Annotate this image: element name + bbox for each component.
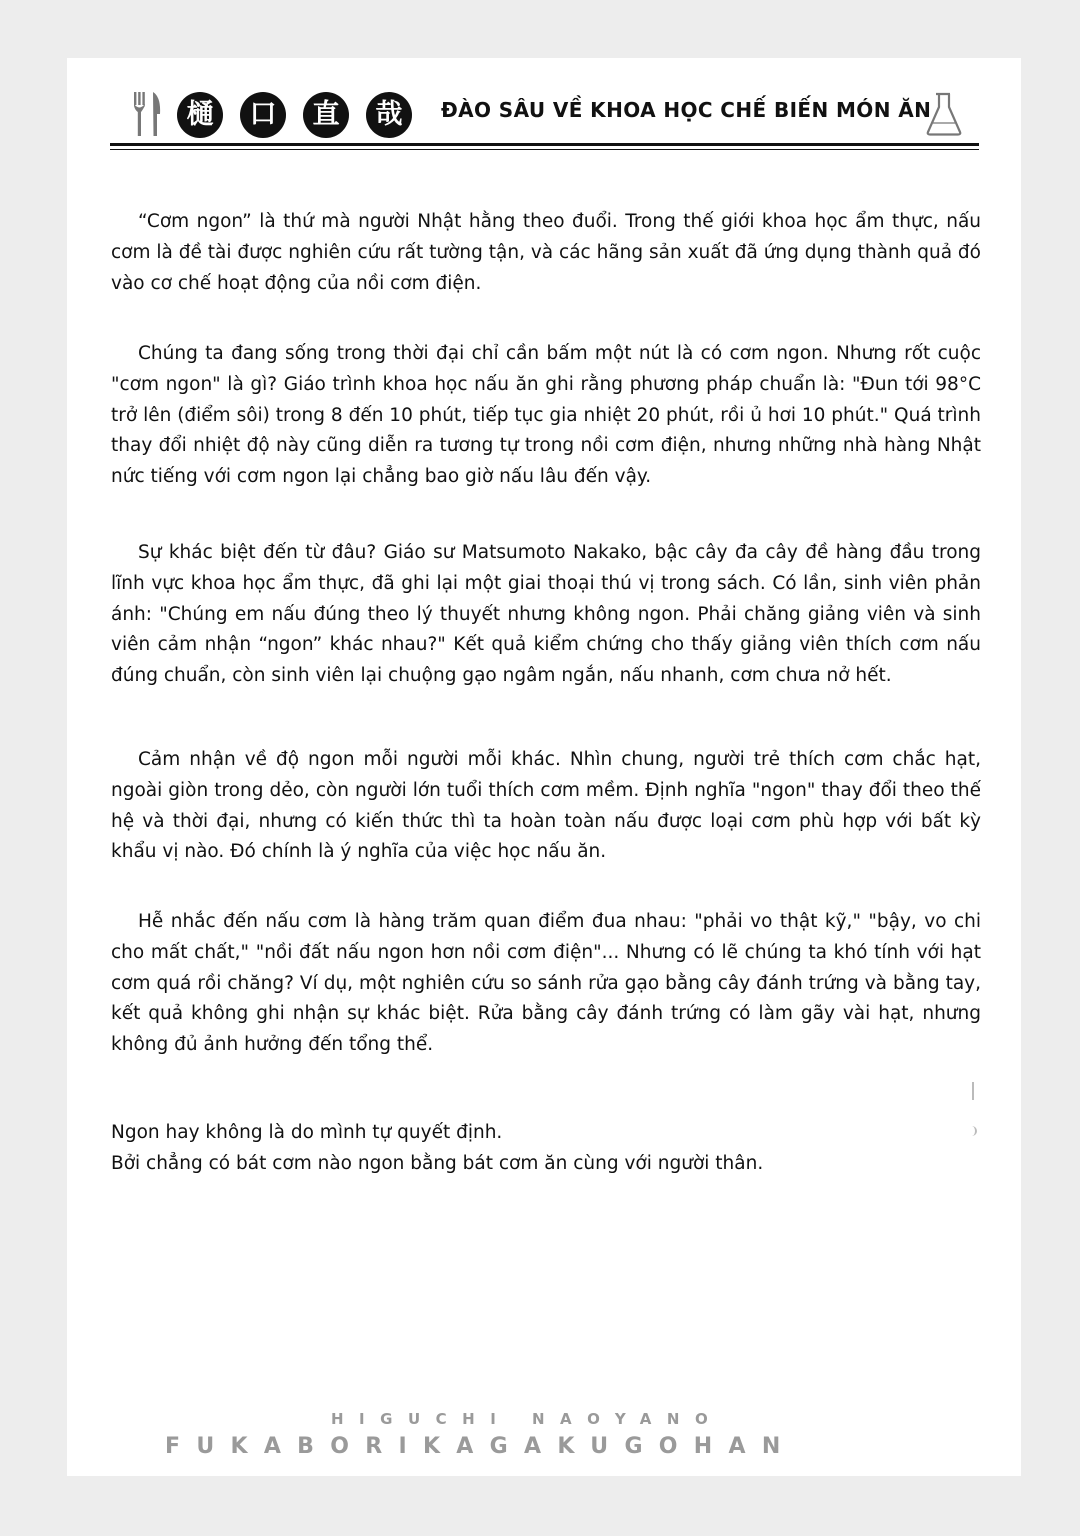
book-page <box>67 58 1021 1476</box>
footer-series-romaji: FUKABORIKAGAKUGOHAN <box>165 1434 797 1459</box>
series-title: ĐÀO SÂU VỀ KHOA HỌC CHẾ BIẾN MÓN ĂN <box>441 98 932 122</box>
author-kanji-badge-4: 哉 <box>366 92 412 138</box>
paragraph-5: Hễ nhắc đến nấu cơm là hàng trăm quan điểm đua nhau: "phải vo thật kỹ," "bậy, vo chi cho mất chất," "nồi đất nấu ngon hơn nồi cơm điện"... Nhưng có lẽ chúng ta khó tính với hạt cơm quá rồi chăng? Ví dụ, một nghiên cứu so sánh rửa gạo bằng cây đánh trứng và bằng tay, kết quả không ghi nhận sự khác biệt. Rửa bằng cây đánh trứng có làm gãy vài hạt, nhưng không đủ ảnh hưởng đến tổng thể. <box>111 911 981 1056</box>
author-kanji-badge-3: 直 <box>303 92 349 138</box>
closing-line-1: Ngon hay không là do mình tự quyết định. <box>111 1122 503 1143</box>
closing-line-2: Bởi chẳng có bát cơm nào ngon bằng bát cơm ăn cùng với người thân. <box>111 1152 764 1174</box>
paragraph-4: Cảm nhận về độ ngon mỗi người mỗi khác. Nhìn chung, người trẻ thích cơm chắc hạt, ngoài giòn trong dẻo, còn người lớn tuổi thích cơm mềm. Định nghĩa "ngon" thay đổi theo thế hệ và thời đại, nhưng có kiến thức thì ta hoàn toàn nấu được loại cơm phù hợp với bất kỳ khẩu vị nào. Đó chính là ý nghĩa của việc học nấu ăn. <box>111 749 981 863</box>
flask-icon <box>925 92 963 136</box>
header-rule-thick <box>110 143 979 146</box>
page-header <box>67 58 1021 158</box>
author-kanji-badge-2: 口 <box>240 92 286 138</box>
fork-knife-icon <box>133 92 163 136</box>
author-kanji-badge-1: 樋 <box>177 92 223 138</box>
margin-mark <box>972 1082 974 1100</box>
footer-author-romaji: HIGUCHI NAOYANO <box>331 1410 724 1428</box>
paragraph-1: “Cơm ngon” là thứ mà người Nhật hằng theo đuổi. Trong thế giới khoa học ẩm thực, nấu cơm là đề tài được nghiên cứu rất tường tận, và các hãng sản xuất đã ứng dụng thành quả đó vào cơ chế hoạt động của nồi cơm điện. <box>111 211 981 294</box>
closing-remark <box>111 1118 981 1180</box>
paragraph-3: Sự khác biệt đến từ đâu? Giáo sư Matsumoto Nakako, bậc cây đa cây đề hàng đầu trong lĩnh vực khoa học ẩm thực, đã ghi lại một giai thoại thú vị trong sách. Có lần, sinh viên phản ánh: "Chúng em nấu đúng theo lý thuyết nhưng không ngon. Phải chăng giảng viên và sinh viên cảm nhận “ngon” khác nhau?" Kết quả kiểm chứng cho thấy giảng viên thích cơm nấu đúng chuẩn, còn sinh viên lại chuộng gạo ngâm ngắn, nấu nhanh, cơm chưa nở hết. <box>111 542 981 687</box>
paragraph-2: Chúng ta đang sống trong thời đại chỉ cần bấm một nút là có cơm ngon. Nhưng rốt cuộc "cơm ngon" là gì? Giáo trình khoa học nấu ăn ghi rằng phương pháp chuẩn là: "Đun tới 98°C trở lên (điểm sôi) trong 8 đến 10 phút, tiếp tục gia nhiệt 20 phút, rồi ủ hơi 10 phút." Quá trình thay đổi nhiệt độ này cũng diễn ra tương tự trong nồi cơm điện, nhưng những nhà hàng Nhật nức tiếng với cơm ngon lại chẳng bao giờ nấu lâu đến vậy. <box>111 343 981 488</box>
header-rule-thin <box>110 149 979 150</box>
